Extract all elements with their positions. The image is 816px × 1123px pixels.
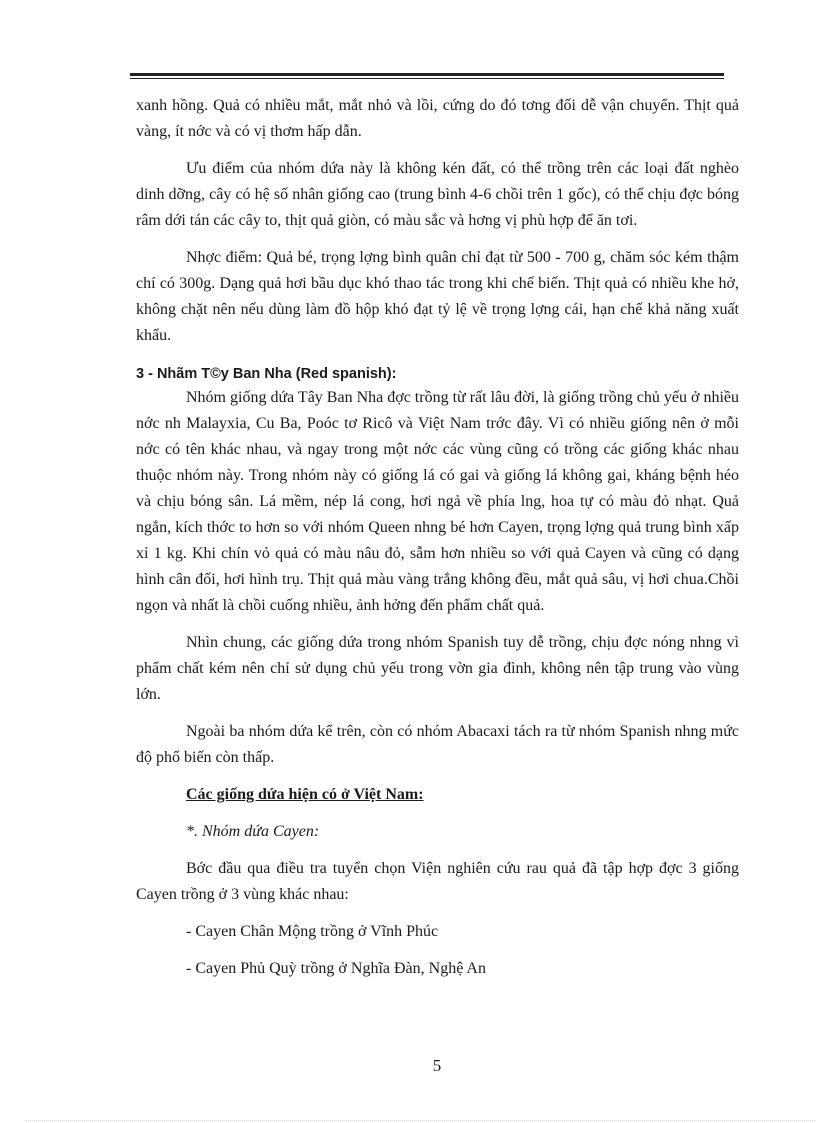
header-rule-thick — [130, 73, 724, 76]
paragraph-spanish-summary: Nhìn chung, các giống dứa trong nhóm Spanish tuy dễ trồng, chịu đợc nóng nhng vì phẩm chất kém nên chỉ sử dụng chủ yếu trong vờn gia đình, không nên tập trung vào vùng lớn. — [136, 634, 739, 703]
list-item-chan-mong: - Cayen Chân Mộng trồng ở Vĩnh Phúc — [186, 923, 439, 940]
paragraph-spanish-description: Nhóm giống dứa Tây Ban Nha đợc trồng từ rất lâu đời, là giống trồng chủ yếu ở nhiều nớc nh Malayxia, Cu Ba, Poóc tơ Ricô và Việt Nam trớc đây. Vì có nhiều giống nên ở mỗi nớc có tên khác nhau, và ngay trong một nớc các vùng cũng có trồng các giống khác nhau thuộc nhóm này. Trong nhóm này có giống lá có gai và giống lá không gai, kháng bệnh héo và chịu bóng sân. Lá mềm, nép lá cong, hơi ngả về phía lng, hoa tự có màu đỏ nhạt. Quả ngắn, kích thớc to hơn so với nhóm Queen nhng bé hơn Cayen, trọng lợng quả trung bình xấp xỉ 1 kg. Khi chín vỏ quả có màu nâu đỏ, sẫm hơn nhiều so với quả Cayen và cũng có dạng hình cân đối, hơi hình trụ. Thịt quả màu vàng trắng không đều, mắt quả sâu, vị hơi chua.Chồi ngọn và nhất là chồi cuống nhiều, ảnh hởng đến phẩm chất quả. — [136, 389, 739, 614]
heading-red-spanish: 3 - Nhãm T©y Ban Nha (Red spanish): — [136, 366, 397, 382]
footer-dotted-line — [25, 1120, 815, 1121]
paragraph-queen-continued: xanh hồng. Quả có nhiều mắt, mắt nhỏ và lồi, cứng do đó tơng đối dễ vận chuyển. Thịt quả vàng, ít nớc và có vị thơm hấp dẫn. — [136, 97, 739, 140]
section-title-text: Các giống dứa hiện có ở Việt Nam: — [186, 786, 424, 803]
header-rule-thin — [130, 78, 724, 79]
list-item-phu-quy: - Cayen Phủ Quỳ trồng ở Nghĩa Đàn, Nghệ An — [186, 960, 486, 977]
paragraph-survey: Bớc đầu qua điều tra tuyển chọn Viện nghiên cứu rau quả đã tập hợp đợc 3 giống Cayen trồng ở 3 vùng khác nhau: — [136, 860, 739, 903]
section-title — [136, 782, 739, 808]
page-body — [136, 93, 739, 993]
subsection-cayen: *. Nhóm dứa Cayen: — [186, 823, 320, 840]
paragraph-advantages: Ưu điểm của nhóm dứa này là không kén đất, có thể trồng trên các loại đất nghèo dinh dỡng, cây có hệ số nhân giống cao (trung bình 4-6 chồi trên 1 gốc), có thể chịu đợc bóng râm dới tán các cây to, thịt quả giòn, có màu sắc và hơng vị phù hợp để ăn tơi. — [136, 160, 739, 229]
page-number: 5 — [432, 1056, 442, 1075]
paragraph-disadvantages: Nhợc điểm: Quả bé, trọng lợng bình quân chỉ đạt từ 500 - 700 g, chăm sóc kém thậm chí có 300g. Dạng quả hơi bầu dục khó thao tác trong khi chế biến. Thịt quả có nhiều khe hở, không chặt nên nếu dùng làm đồ hộp khó đạt tỷ lệ về trọng lợng cái, hạn chế khả năng xuất khẩu. — [136, 249, 739, 344]
paragraph-abacaxi: Ngoài ba nhóm dứa kể trên, còn có nhóm Abacaxi tách ra từ nhóm Spanish nhng mức độ phổ biến còn thấp. — [136, 723, 739, 766]
